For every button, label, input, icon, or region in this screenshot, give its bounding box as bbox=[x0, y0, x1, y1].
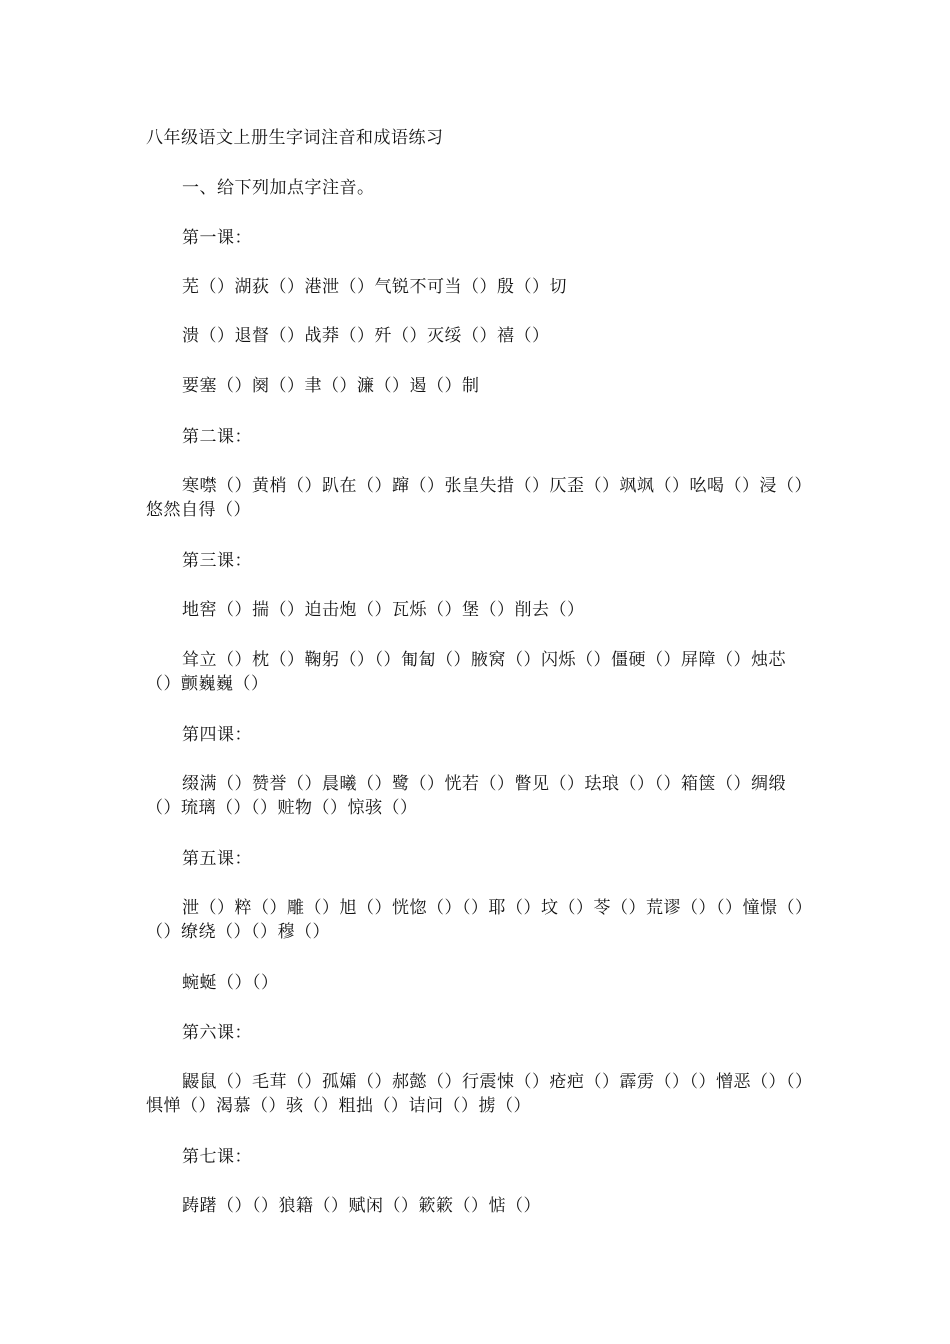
lesson-2-line-1: 寒噤（）黄梢（）趴在（）蹿（）张皇失措（）仄歪（）飒飒（）吆喝（）浸（）悠然自得（） bbox=[146, 476, 804, 520]
lesson-1-heading: 第一课： bbox=[182, 228, 252, 248]
document-title: 八年级语文上册生字词注音和成语练习 bbox=[146, 128, 444, 148]
lesson-1-line-2: 溃（）退督（）战莽（）歼（）灭绥（）禧（） bbox=[182, 326, 550, 346]
lesson-4-line-1: 缀满（）赞誉（）晨曦（）鹭（）恍若（）瞥见（）珐琅（）（）箱箧（）绸缎（）琉璃（）（）赃物（）惊骇（） bbox=[146, 774, 786, 818]
lesson-5-line-1: 泄（）粹（）雕（）旭（）恍惚（）（）耶（）坟（）苓（）荒谬（）（）憧憬（）（）缭绕（）（）穆（） bbox=[146, 898, 804, 942]
lesson-7-heading: 第七课： bbox=[182, 1147, 252, 1167]
lesson-3-heading: 第三课： bbox=[182, 551, 252, 571]
section-heading: 一、给下列加点字注音。 bbox=[182, 178, 375, 198]
lesson-3-line-1: 地窖（）揣（）迫击炮（）瓦烁（）堡（）削去（） bbox=[182, 600, 585, 620]
lesson-7-line-1: 踌躇（）（）狼籍（）赋闲（）簌簌（）惦（） bbox=[182, 1196, 541, 1216]
lesson-1-line-1: 芜（）湖荻（）港泄（）气锐不可当（）殷（）切 bbox=[182, 277, 567, 297]
lesson-6-line-1: 鼹鼠（）毛茸（）孤孀（）郝懿（）行震悚（）疮疤（）霹雳（）（）憎恶（）（）惧惮（）渴慕（）骇（）粗拙（）诘问（）掳（） bbox=[146, 1072, 804, 1116]
lesson-4-heading: 第四课： bbox=[182, 725, 252, 745]
lesson-5-heading: 第五课： bbox=[182, 849, 252, 869]
lesson-6-heading: 第六课： bbox=[182, 1023, 252, 1043]
lesson-2-heading: 第二课： bbox=[182, 427, 252, 447]
lesson-5-line-2: 蜿蜒（）（） bbox=[182, 973, 279, 993]
lesson-1-line-3: 要塞（）阕（）聿（）濂（）遏（）制 bbox=[182, 376, 480, 396]
lesson-3-line-2: 耸立（）枕（）鞠躬（）（）匍匐（）腋窝（）闪烁（）僵硬（）屏障（）烛芯（）颤巍巍（） bbox=[146, 650, 786, 694]
